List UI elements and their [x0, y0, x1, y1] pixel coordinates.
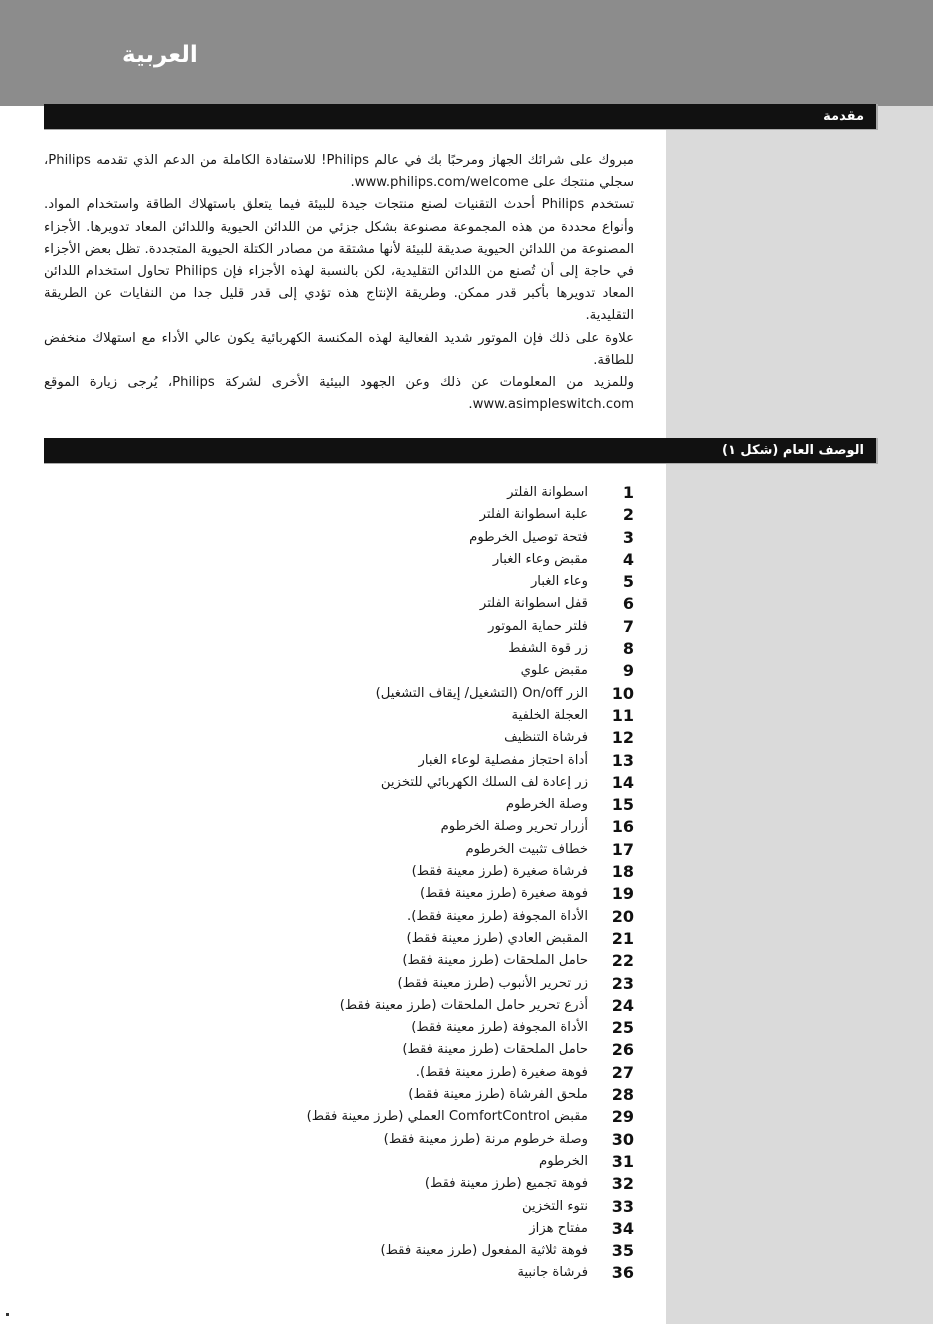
item-label: أذرع تحرير حامل الملحقات (طرز معينة فقط) [339, 997, 588, 1013]
item-number: 35 [611, 1241, 634, 1261]
item-number: 13 [611, 750, 634, 770]
list-item [150, 705, 634, 727]
item-label: وعاء الغبار [530, 574, 588, 590]
item-number: 34 [611, 1218, 634, 1238]
list-item [150, 1262, 634, 1284]
item-number: 20 [611, 906, 634, 926]
item-label: الأداة المجوفة (طرز معينة فقط). [407, 908, 588, 924]
intro-text [44, 150, 634, 416]
intro-paragraph: علاوة على ذلك فإن الموتور شديد الفعالية لهذه المكنسة الكهربائية يكون عالي الأداء مع استهلاك منخفض للطاقة. [44, 330, 634, 368]
item-label: علبة اسطوانة الفلتر [479, 507, 588, 523]
item-number: 31 [611, 1151, 634, 1171]
list-item [150, 816, 634, 838]
list-item [150, 727, 634, 749]
list-item [150, 772, 634, 794]
item-number: 29 [611, 1107, 634, 1127]
item-number: 33 [611, 1196, 634, 1216]
list-item [150, 1240, 634, 1262]
item-number: 5 [622, 572, 634, 592]
list-item [150, 616, 634, 638]
item-number: 21 [611, 928, 634, 948]
intro-paragraph: وللمزيد من المعلومات عن ذلك وعن الجهود البيئية الأخرى لشركة Philips، يُرجى زيارة الموقع www.asimpleswitch.com. [44, 375, 634, 413]
list-item [150, 482, 634, 504]
list-item [150, 750, 634, 772]
list-item [150, 1218, 634, 1240]
item-number: 12 [611, 728, 634, 748]
item-number: 36 [611, 1263, 634, 1283]
item-label: نتوء التخزين [521, 1198, 588, 1214]
item-number: 28 [611, 1085, 634, 1105]
item-number: 9 [622, 661, 634, 681]
item-label: فوهة صغيرة (طرز معينة فقط). [415, 1064, 588, 1080]
item-label: زر إعادة لف السلك الكهربائي للتخزين [380, 774, 588, 790]
list-item [150, 928, 634, 950]
list-item [150, 1039, 634, 1061]
item-number: 25 [611, 1018, 634, 1038]
list-item [150, 660, 634, 682]
item-number: 27 [611, 1062, 634, 1082]
list-item [150, 504, 634, 526]
item-label: الخرطوم [539, 1153, 588, 1169]
list-item [150, 1196, 634, 1218]
item-number: 19 [611, 884, 634, 904]
list-item [150, 995, 634, 1017]
list-item [150, 1173, 634, 1195]
list-item [150, 1017, 634, 1039]
list-item [150, 794, 634, 816]
item-label: حامل الملحقات (طرز معينة فقط) [402, 953, 588, 969]
header-band [0, 0, 933, 106]
item-number: 24 [611, 995, 634, 1015]
item-label: فرشاة التنظيف [504, 730, 588, 746]
item-number: 32 [611, 1174, 634, 1194]
overview-section-heading: الوصف العام (شكل ١) [44, 438, 878, 464]
item-label: حامل الملحقات (طرز معينة فقط) [402, 1042, 588, 1058]
list-item [150, 906, 634, 928]
item-label: خطاف تثبيت الخرطوم [465, 841, 588, 857]
side-column [666, 106, 933, 1324]
item-number: 2 [622, 505, 634, 525]
item-number: 7 [622, 616, 634, 636]
item-number: 1 [622, 483, 634, 502]
intro-paragraph: تستخدم Philips أحدث التقنيات لصنع منتجات جيدة للبيئة فيما يتعلق باستهلاك الطاقة واستخدام المواد. وأنواع محددة من هذه المجموعة مصنوعة بشكل جزئي من اللدائن الحيوية واللدائن المعاد تدويرها. الأجزاء المصنوعة من اللدائن الحيوية صديقة للبيئة لأنها مشتقة من مصادر الكتلة الحيوية المتجددة. تظل بعض الأجزاء في حاجة إلى أن تُصنع من اللدائن التقليدية، لكن بالنسبة لهذه الأجزاء فإن Philips تحاول استخدام اللدائن المعاد تدويرها بأكبر قدر ممكن. وطريقة الإنتاج هذه تؤدي إلى قدر قليل جدا من النفايات عن الطريقة التقليدية. [44, 197, 634, 324]
item-label: ملحق الفرشاة (طرز معينة فقط) [408, 1087, 588, 1103]
list-item [150, 638, 634, 660]
list-item [150, 683, 634, 705]
item-number: 30 [611, 1129, 634, 1149]
item-label: قفل اسطوانة الفلتر [479, 596, 588, 612]
item-number: 10 [611, 683, 634, 703]
item-label: زر قوة الشفط [508, 641, 588, 657]
list-item [150, 883, 634, 905]
parts-list [150, 482, 634, 1285]
item-number: 15 [611, 795, 634, 815]
list-item [150, 1084, 634, 1106]
list-item [150, 950, 634, 972]
list-item [150, 1106, 634, 1128]
item-label: أزرار تحرير وصلة الخرطوم [440, 819, 588, 835]
item-label: المقبض العادي (طرز معينة فقط) [406, 930, 588, 946]
item-label: فوهة ثلاثية المفعول (طرز معينة فقط) [380, 1243, 588, 1259]
item-label: فوهة صغيرة (طرز معينة فقط) [419, 886, 588, 902]
item-number: 6 [622, 594, 634, 614]
page-mark [6, 1313, 9, 1316]
item-number: 22 [611, 951, 634, 971]
item-label: مفتاح هزاز [529, 1220, 588, 1236]
item-label: أداة احتجاز مفصلية لوعاء الغبار [418, 752, 588, 768]
item-number: 23 [611, 973, 634, 993]
item-number: 18 [611, 862, 634, 882]
item-label: مقبض ComfortControl العملي (طرز معينة فقط) [306, 1109, 588, 1125]
item-number: 4 [622, 549, 634, 569]
list-item [150, 549, 634, 571]
item-number: 11 [611, 705, 634, 725]
item-label: وصلة خرطوم مرنة (طرز معينة فقط) [383, 1131, 588, 1147]
item-label: وصلة الخرطوم [505, 797, 588, 813]
list-item [150, 861, 634, 883]
item-label: الأداة المجوفة (طرز معينة فقط) [411, 1020, 588, 1036]
list-item [150, 839, 634, 861]
list-item [150, 1151, 634, 1173]
list-item [150, 593, 634, 615]
item-label: العجلة الخلفية [511, 707, 588, 723]
intro-paragraph: مبروك على شرائك الجهاز ومرحبًا بك في عالم Philips! للاستفادة الكاملة من الدعم الذي تقدمه Philips، سجلي منتجك على www.philips.com/welcome. [44, 153, 634, 191]
list-item [150, 1129, 634, 1151]
item-label: اسطوانة الفلتر [507, 485, 588, 500]
item-label: فرشاة صغيرة (طرز معينة فقط) [411, 864, 588, 880]
item-label: مقبض علوي [520, 663, 588, 679]
item-label: فوهة تجميع (طرز معينة فقط) [424, 1176, 588, 1192]
item-label: الزر On/off (التشغيل/ إيقاف التشغيل) [375, 685, 588, 701]
item-label: زر تحرير الأنبوب (طرز معينة فقط) [397, 975, 588, 991]
item-label: فتحة توصيل الخرطوم [469, 529, 588, 545]
list-item [150, 527, 634, 549]
item-label: مقبض وعاء الغبار [492, 551, 588, 567]
item-label: فلتر حماية الموتور [488, 618, 588, 634]
list-item [150, 973, 634, 995]
item-number: 14 [611, 772, 634, 792]
list-item [150, 571, 634, 593]
item-number: 16 [611, 817, 634, 837]
intro-section-heading: مقدمة [44, 104, 878, 130]
list-item [150, 1062, 634, 1084]
item-number: 8 [622, 639, 634, 659]
item-number: 17 [611, 839, 634, 859]
item-number: 3 [622, 527, 634, 547]
item-number: 26 [611, 1040, 634, 1060]
language-title: العربية [122, 42, 198, 68]
item-label: فرشاة جانبية [517, 1265, 588, 1281]
